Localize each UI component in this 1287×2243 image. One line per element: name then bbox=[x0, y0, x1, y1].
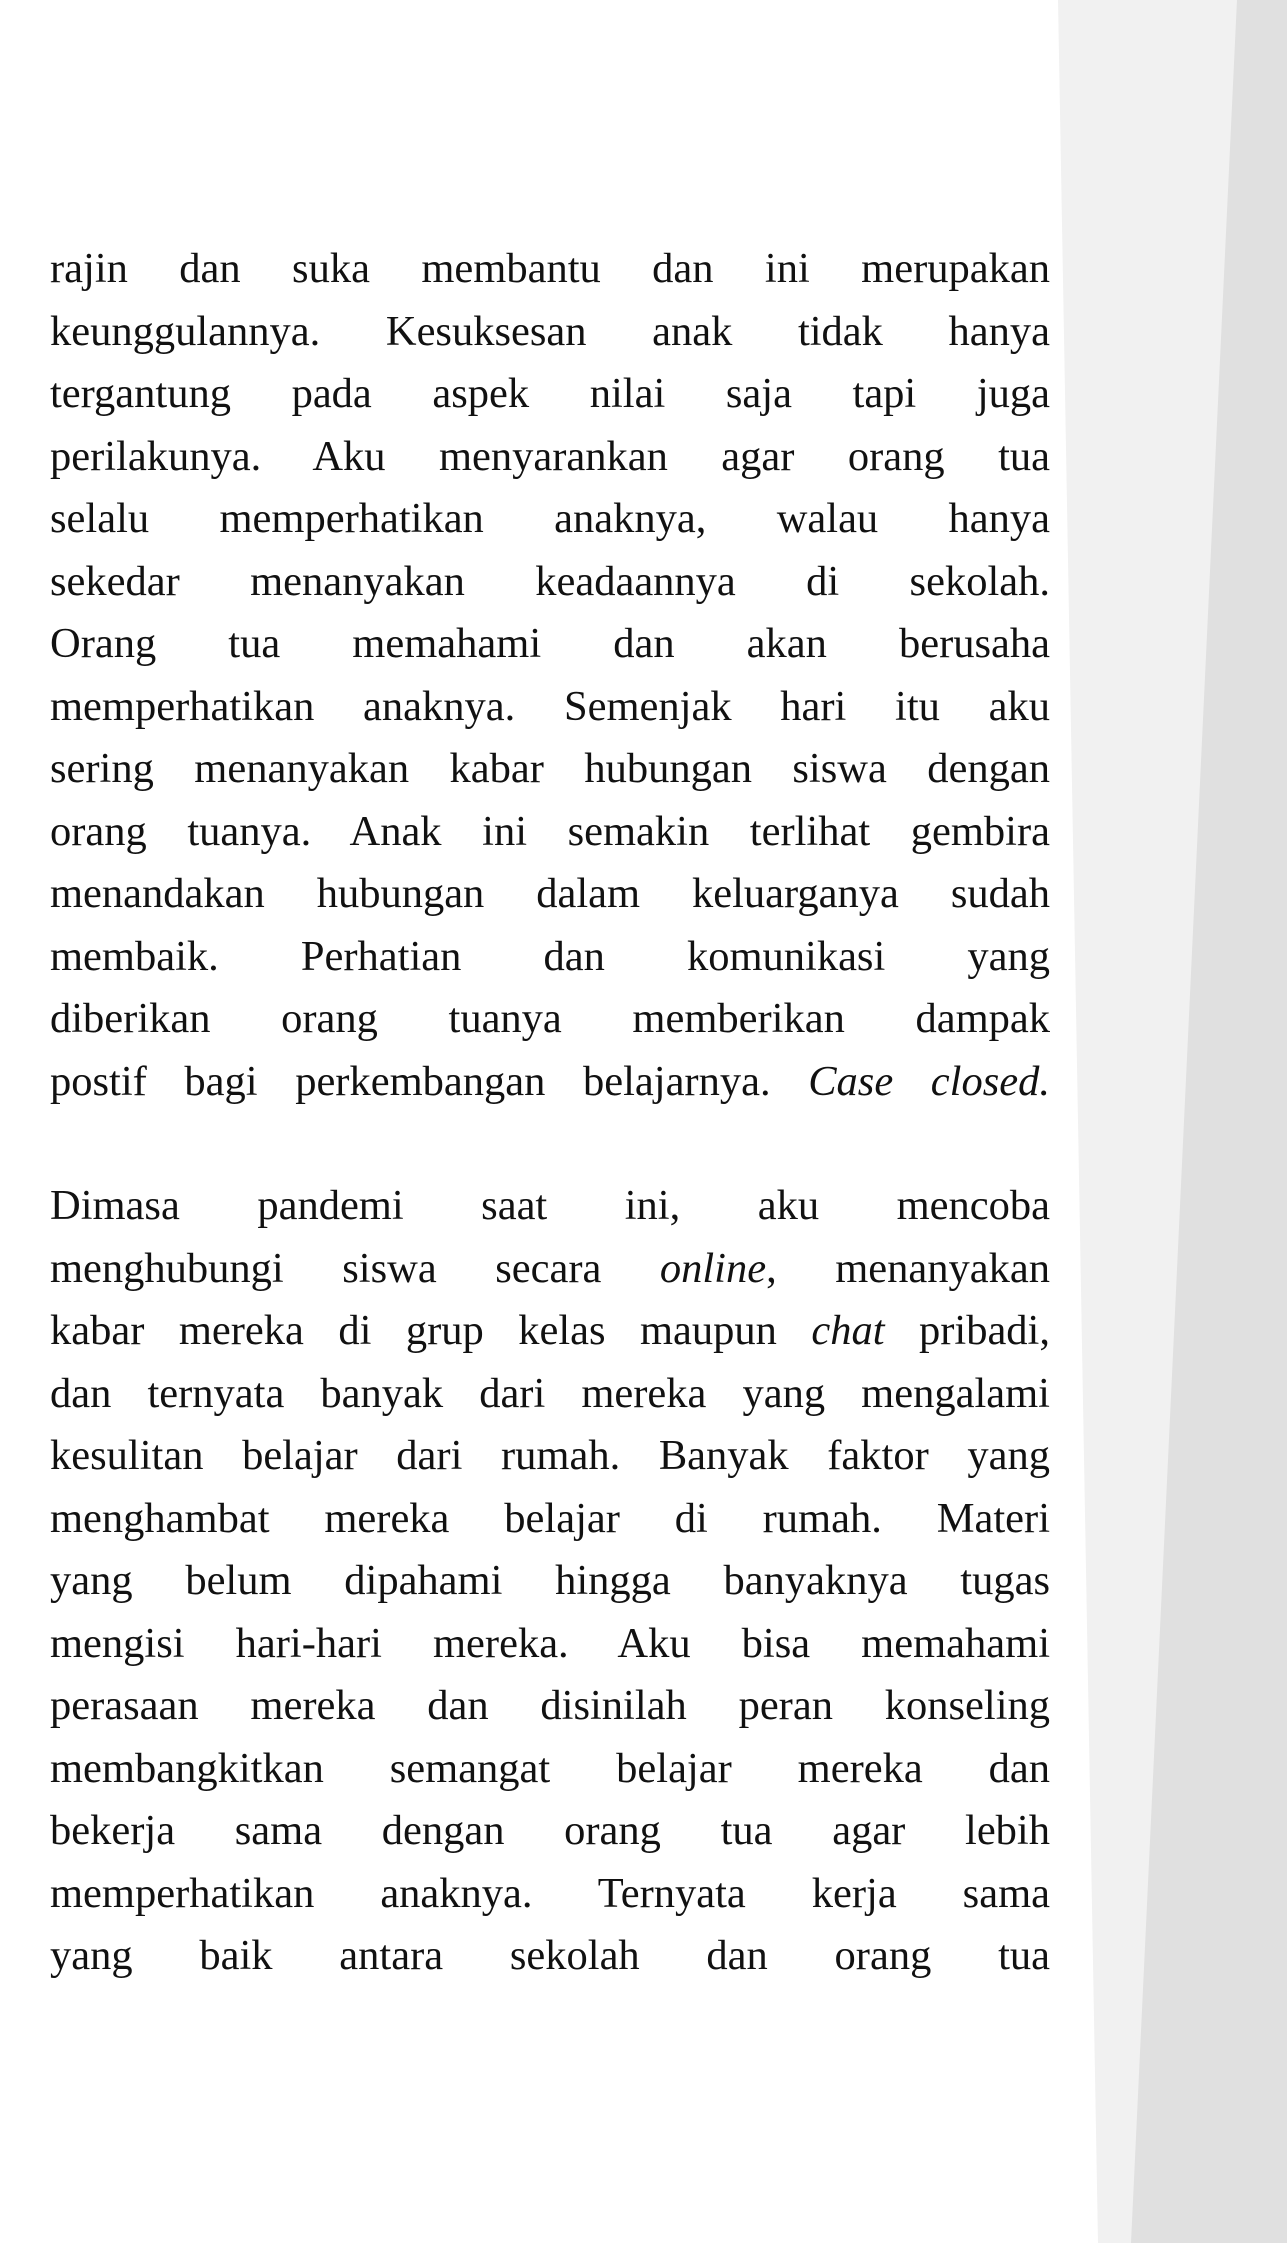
text-run: kabar mereka di grup kelas maupun bbox=[50, 1307, 777, 1354]
text-line-last bbox=[50, 1051, 1050, 1114]
italic-word: chat bbox=[811, 1307, 885, 1354]
text-line: perilakunya. Aku menyarankan agar orang tua bbox=[50, 432, 1050, 480]
text-line: keunggulannya. Kesuksesan anak tidak hanya bbox=[50, 307, 1050, 355]
text-line: Orang tua memahami dan akan berusaha bbox=[50, 620, 1050, 667]
text-line: sekedar menanyakan keadaannya di sekolah. bbox=[50, 557, 1050, 605]
text-line bbox=[50, 1238, 1050, 1301]
italic-word: online bbox=[659, 1244, 767, 1292]
text-run: postif bagi perkembangan belajarnya. bbox=[50, 1057, 771, 1105]
text-line: menghambat mereka belajar di rumah. Materi bbox=[50, 1494, 1050, 1542]
body-text bbox=[50, 238, 1050, 1988]
text-line: yang belum dipahami hingga banyaknya tugas bbox=[50, 1557, 1050, 1604]
text-line: diberikan orang tuanya memberikan dampak bbox=[50, 995, 1050, 1042]
text-line: tergantung pada aspek nilai saja tapi juga bbox=[50, 370, 1050, 417]
text-line: bekerja sama dengan orang tua agar lebih bbox=[50, 1807, 1050, 1854]
text-line: menandakan hubungan dalam keluarganya sudah bbox=[50, 870, 1050, 917]
text-line: selalu memperhatikan anaknya, walau hanya bbox=[50, 495, 1050, 542]
paragraph-1 bbox=[50, 238, 1050, 1113]
italic-phrase: Case closed. bbox=[808, 1057, 1050, 1105]
text-line: rajin dan suka membantu dan ini merupakan bbox=[50, 245, 1050, 292]
text-line: memperhatikan anaknya. Ternyata kerja sama bbox=[50, 1869, 1050, 1917]
text-line: mengisi hari-hari mereka. Aku bisa memahami bbox=[50, 1619, 1050, 1667]
text-line: kesulitan belajar dari rumah. Banyak faktor yang bbox=[50, 1432, 1050, 1479]
text-line: orang tuanya. Anak ini semakin terlihat gembira bbox=[50, 807, 1050, 855]
text-line: sering menanyakan kabar hubungan siswa dengan bbox=[50, 745, 1050, 792]
text-line bbox=[50, 1300, 1050, 1363]
text-line: memperhatikan anaknya. Semenjak hari itu aku bbox=[50, 682, 1050, 730]
text-line: Dimasa pandemi saat ini, aku mencoba bbox=[50, 1182, 1050, 1229]
text-line: yang baik antara sekolah dan orang tua bbox=[50, 1932, 1050, 1979]
text-line: membangkitkan semangat belajar mereka dan bbox=[50, 1744, 1050, 1792]
text-line: perasaan mereka dan disinilah peran konseling bbox=[50, 1682, 1050, 1729]
text-line: dan ternyata banyak dari mereka yang mengalami bbox=[50, 1369, 1050, 1417]
text-line: membaik. Perhatian dan komunikasi yang bbox=[50, 932, 1050, 980]
paragraph-2 bbox=[50, 1175, 1050, 1988]
text-run: pribadi, bbox=[918, 1307, 1050, 1354]
text-run: , menanyakan bbox=[766, 1244, 1050, 1292]
text-run: menghubungi siswa secara bbox=[50, 1244, 602, 1292]
